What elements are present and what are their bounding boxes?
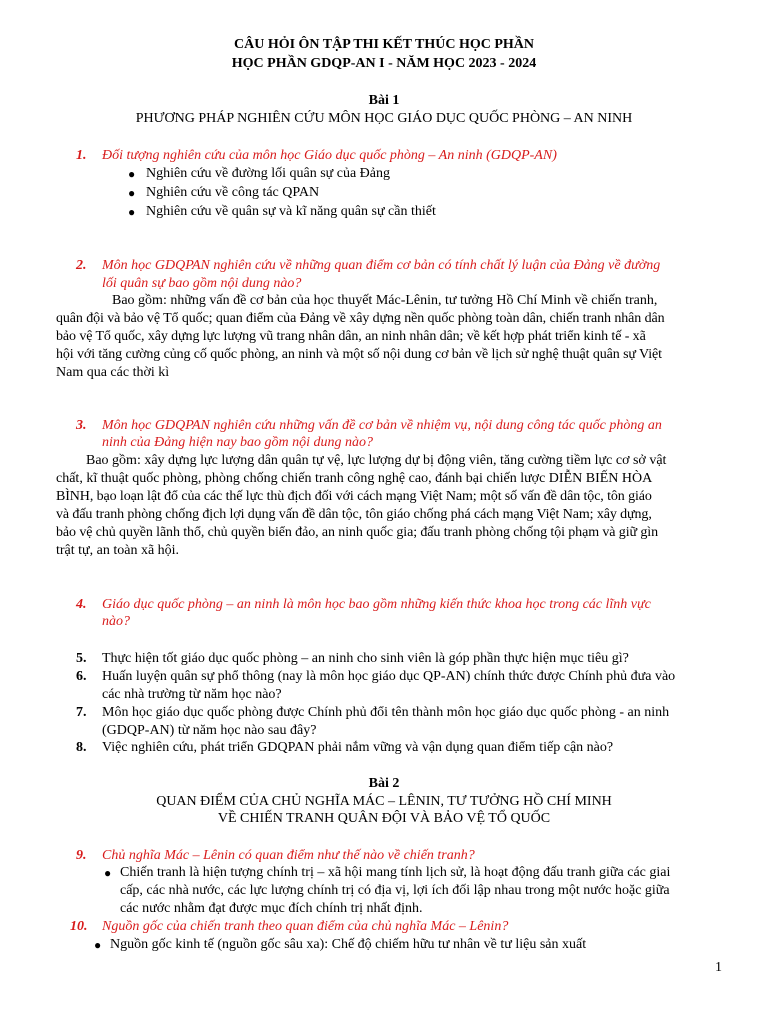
q2-question-line: lối quân sự bao gồm nội dung nào? xyxy=(102,276,302,291)
lesson2-title-line2: VỀ CHIẾN TRANH QUÂN ĐỘI VÀ BẢO VỆ TỔ QUỐC xyxy=(217,811,551,826)
q5-number: 5. xyxy=(76,651,87,666)
q9-number: 9. xyxy=(76,848,87,863)
q9-answer-line: các nước nhằm đạt được mục đích chính trị nhất định. xyxy=(120,901,423,916)
q1-bullet: Nghiên cứu về quân sự và kĩ năng quân sự cần thiết xyxy=(146,204,436,219)
q10-question: Nguồn gốc của chiến tranh theo quan điểm của chủ nghĩa Mác – Lênin? xyxy=(102,919,509,934)
q1-number: 1. xyxy=(76,148,87,163)
q9-answer-line: Chiến tranh là hiện tượng chính trị – xã hội mang tính lịch sử, là hoạt động đấu tranh giữa các giai xyxy=(120,865,671,880)
doc-title-line1: CÂU HỎI ÔN TẬP THI KẾT THÚC HỌC PHẦN xyxy=(233,37,534,52)
q3-answer-line: Bao gồm: xây dựng lực lượng dân quân tự vệ, lực lượng dự bị động viên, tăng cường tiềm lực cơ sở vật xyxy=(86,453,667,468)
q2-question-line: Môn học GDQPAN nghiên cứu về những quan điểm cơ bản có tính chất lý luận của Đảng về đường xyxy=(102,258,661,273)
q2-number: 2. xyxy=(76,258,87,273)
q2-answer-line: Bao gồm: những vấn đề cơ bản của học thuyết Mác-Lênin, tư tưởng Hồ Chí Minh về chiến tranh, xyxy=(112,293,658,308)
q3-number: 3. xyxy=(76,418,87,433)
q10-answer: Nguồn gốc kinh tế (nguồn gốc sâu xa): Chế độ chiếm hữu tư nhân về tư liệu sản xuất xyxy=(110,937,587,952)
q8-question: Việc nghiên cứu, phát triển GDQPAN phải nắm vững và vận dụng quan điểm tiếp cận nào? xyxy=(102,740,614,755)
q3-answer-line: trật tự, an toàn xã hội. xyxy=(56,543,180,558)
q7-question-line: Môn học giáo dục quốc phòng được Chính phủ đổi tên thành môn học giáo dục quốc phòng - an ninh xyxy=(102,705,670,720)
q3-answer-line: BÌNH, bạo loạn lật đổ của các thế lực thù địch đối với cách mạng Việt Nam; một số vấn đề dân tộc, tôn giáo xyxy=(56,489,652,504)
q1-bullet: Nghiên cứu về đường lối quân sự của Đảng xyxy=(146,166,391,181)
q3-answer-line: bảo vệ chủ quyền lãnh thổ, chủ quyền biển đảo, an ninh quốc gia; đấu tranh phòng chống tội phạm và giữ gìn xyxy=(56,525,658,540)
q3-answer-line: chất, kĩ thuật quốc phòng, phòng chống chiến tranh công nghệ cao, đánh bại chiến lược DIỄN BIẾN HÒA xyxy=(56,471,653,486)
bullet-icon: ● xyxy=(128,167,136,181)
bullet-icon: ● xyxy=(104,866,112,880)
q1-bullet: Nghiên cứu về công tác QPAN xyxy=(146,185,320,200)
bullet-icon: ● xyxy=(128,205,136,219)
q3-question-line: ninh của Đảng hiện nay bao gồm nội dung nào? xyxy=(102,435,374,450)
lesson2-title-line1: QUAN ĐIỂM CỦA CHỦ NGHĨA MÁC – LÊNIN, TƯ TƯỞNG HỒ CHÍ MINH xyxy=(156,794,612,809)
q4-question-line: nào? xyxy=(102,614,130,629)
q3-answer-line: và đấu tranh phòng chống địch lợi dụng vấn đề dân tộc, tôn giáo chống phá cách mạng Việt Nam; xây dựng, xyxy=(56,507,652,522)
q2-answer-line: hội với tăng cường củng cố quốc phòng, an ninh và một số nội dung cơ bản về lịch sử nghệ thuật quân sự Việt xyxy=(56,347,662,362)
lesson2-label: Bài 2 xyxy=(368,776,400,791)
q6-number: 6. xyxy=(76,669,87,684)
q9-question: Chủ nghĩa Mác – Lênin có quan điểm như thế nào về chiến tranh? xyxy=(102,848,475,863)
q10-number: 10. xyxy=(70,919,88,934)
bullet-icon: ● xyxy=(94,938,102,952)
q9-answer-line: cấp, các nhà nước, các lực lượng chính trị có địa vị, lợi ích đối lập nhau trong một nước hoặc giữa xyxy=(120,883,670,898)
lesson1-title: PHƯƠNG PHÁP NGHIÊN CỨU MÔN HỌC GIÁO DỤC QUỐC PHÒNG – AN NINH xyxy=(135,111,633,126)
doc-title-line2: HỌC PHẦN GDQP-AN I - NĂM HỌC 2023 - 2024 xyxy=(231,56,537,71)
q8-number: 8. xyxy=(76,740,87,755)
q2-answer-line: quân đội và bảo vệ Tổ quốc; quan điểm của Đảng về xây dựng nền quốc phòng toàn dân, chiến tranh nhân dân xyxy=(56,311,665,326)
q7-question-line: (GDQP-AN) từ năm học nào sau đây? xyxy=(102,723,317,738)
lesson1-label: Bài 1 xyxy=(368,93,400,108)
q5-question: Thực hiện tốt giáo dục quốc phòng – an ninh cho sinh viên là góp phần thực hiện mục tiêu gì? xyxy=(102,651,629,666)
q7-number: 7. xyxy=(76,705,87,720)
q1-question: Đối tượng nghiên cứu của môn học Giáo dục quốc phòng – An ninh (GDQP-AN) xyxy=(102,148,557,163)
q4-number: 4. xyxy=(76,597,87,612)
q4-question-line: Giáo dục quốc phòng – an ninh là môn học bao gồm những kiến thức khoa học trong các lĩnh vực xyxy=(102,597,651,612)
q2-answer-line: Nam qua các thời kì xyxy=(56,365,170,380)
page-number: 1 xyxy=(715,960,722,975)
bullet-icon: ● xyxy=(128,186,136,200)
q6-question-line: các nhà trường từ năm học nào? xyxy=(102,687,282,702)
q2-answer-line: bảo vệ Tổ quốc, xây dựng lực lượng vũ trang nhân dân, an ninh nhân dân; về kết hợp phát triển kinh tế - xã xyxy=(56,329,646,344)
q3-question-line: Môn học GDQPAN nghiên cứu những vấn đề cơ bản về nhiệm vụ, nội dung công tác quốc phòng an xyxy=(102,418,662,433)
q6-question-line: Huấn luyện quân sự phổ thông (nay là môn học giáo dục QP-AN) chính thức được Chính phủ đưa vào xyxy=(102,669,676,684)
